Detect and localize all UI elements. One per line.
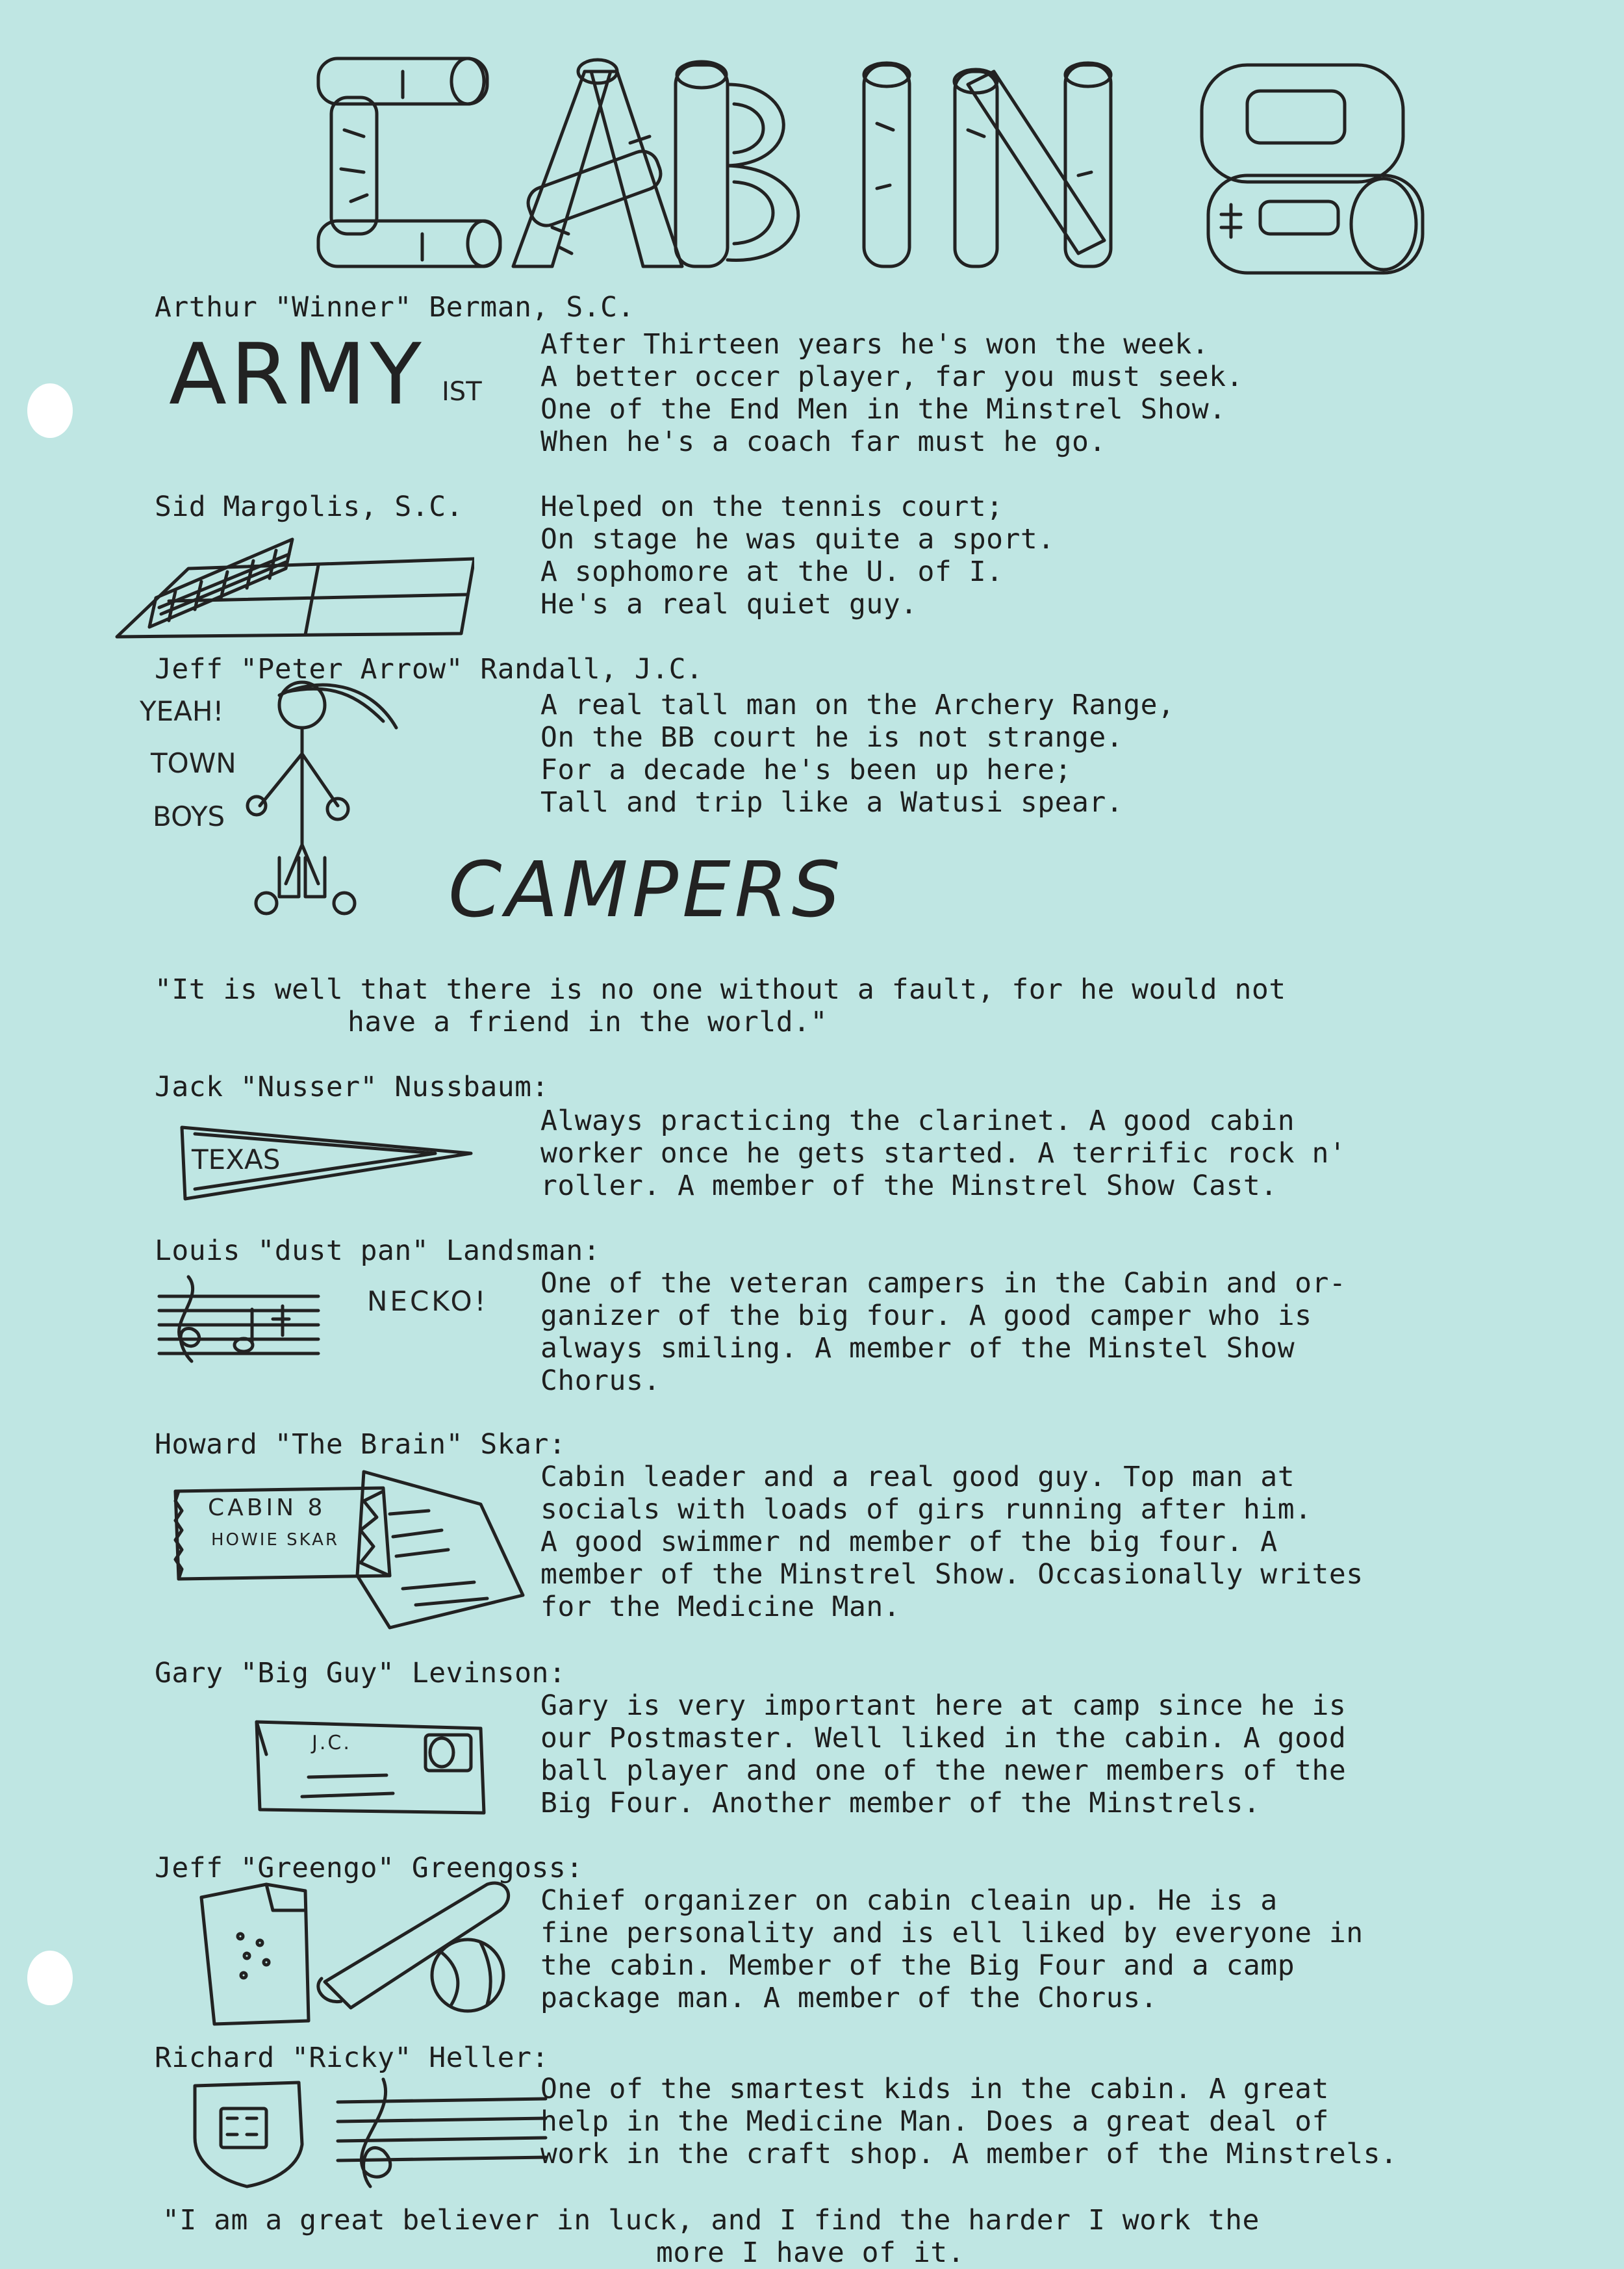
counselor-name: Jeff "Peter Arrow" Randall, J.C. (155, 653, 704, 686)
verse-line: A better occer player, far you must seek. (540, 361, 1243, 393)
bio-line: always smiling. A member of the Minstel Show (540, 1332, 1295, 1365)
bio-line: worker once he gets started. A terrific rock n' (540, 1137, 1347, 1170)
quote-line: more I have of it. (656, 2237, 965, 2269)
bio-line: the cabin. Member of the Big Four and a camp (540, 1949, 1295, 1982)
verse-line: On stage he was quite a sport. (540, 523, 1055, 556)
bio-line: package man. A member of the Chorus. (540, 1982, 1158, 2014)
log-letters-drawing (305, 45, 1436, 286)
bio-line: for the Medicine Man. (540, 1591, 901, 1623)
verse-line: A sophomore at the U. of I. (540, 556, 1004, 588)
counselor-name: Arthur "Winner" Berman, S.C. (155, 291, 635, 324)
verse-line: One of the End Men in the Minstrel Show. (540, 393, 1226, 426)
camper-name: Richard "Ricky" Heller: (155, 2042, 549, 2074)
bio-line: help in the Medicine Man. Does a great deal of (540, 2105, 1329, 2138)
camper-name: Howard "The Brain" Skar: (155, 1428, 566, 1461)
verse-line: On the BB court he is not strange. (540, 721, 1124, 754)
verse-line: Helped on the tennis court; (540, 491, 1004, 523)
bio-line: Big Four. Another member of the Minstrels. (540, 1787, 1261, 1819)
army-sketch-suffix: IST (442, 377, 482, 407)
newspaper-sketch (169, 1465, 539, 1634)
campers-heading: CAMPERS (448, 845, 844, 934)
quote-line: "It is well that there is no one without a fault, for he would not (155, 973, 1286, 1006)
necko-text: NECKO! (367, 1285, 488, 1317)
bio-line: our Postmaster. Well liked in the cabin. A good (540, 1722, 1347, 1754)
counselor-name: Sid Margolis, S.C. (155, 491, 463, 523)
bag-and-bat-sketch (195, 1871, 533, 2027)
music-staff-sketch (156, 1270, 325, 1368)
stick-figure-sketch (240, 676, 461, 923)
bio-line: A good swimmer nd member of the big four. A (540, 1526, 1278, 1558)
verse-line: A real tall man on the Archery Range, (540, 689, 1175, 721)
envelope-sketch (250, 1715, 490, 1819)
verse-line: He's a real quiet guy. (540, 588, 918, 621)
bio-line: member of the Minstrel Show. Occasionally writes (540, 1558, 1364, 1591)
quote-line: have a friend in the world." (348, 1006, 828, 1038)
quote-line: "I am a great believer in luck, and I find the harder I work the (162, 2204, 1260, 2237)
bio-line: Gary is very important here at camp since he is (540, 1689, 1347, 1722)
binder-hole-bottom (27, 1951, 73, 2005)
sketch-word: BOYS (153, 801, 225, 832)
camper-name: Louis "dust pan" Landsman: (155, 1235, 601, 1267)
army-sketch-text: ARMY (169, 325, 425, 424)
bio-line: roller. A member of the Minstrel Show Cast. (540, 1170, 1278, 1202)
bio-line: One of the smartest kids in the cabin. A great (540, 2073, 1329, 2105)
bio-line: Chorus. (540, 1365, 661, 1397)
sketch-word: TOWN (151, 747, 236, 779)
bio-line: Always practicing the clarinet. A good cabin (540, 1105, 1295, 1137)
sketch-word: YEAH! (140, 695, 224, 727)
camper-name: Jack "Nusser" Nussbaum: (155, 1071, 549, 1103)
camper-name: Gary "Big Guy" Levinson: (155, 1657, 566, 1689)
title-logo (305, 45, 1436, 286)
bio-line: socials with loads of girs running after him. (540, 1493, 1312, 1526)
newspaper-title: CABIN 8 (208, 1494, 326, 1521)
shield-and-staff-sketch (188, 2073, 552, 2190)
verse-line: When he's a coach far must he go. (540, 426, 1106, 458)
bio-line: work in the craft shop. A member of the Minstrels. (540, 2138, 1398, 2170)
bio-line: One of the veteran campers in the Cabin and or- (540, 1267, 1347, 1300)
bio-line: Chief organizer on cabin cleain up. He is a (540, 1884, 1278, 1917)
bio-line: Cabin leader and a real good guy. Top man at (540, 1461, 1295, 1493)
pennant-sketch (179, 1118, 477, 1209)
verse-line: For a decade he's been up here; (540, 754, 1072, 786)
camper-name: Jeff "Greengo" Greengoss: (155, 1852, 583, 1884)
tennis-court-sketch (110, 530, 474, 650)
bio-line: ball player and one of the newer members of the (540, 1754, 1347, 1787)
newspaper-byline: HOWIE SKAR (211, 1530, 340, 1550)
verse-line: After Thirteen years he's won the week. (540, 328, 1210, 361)
bio-line: ganizer of the big four. A good camper who is (540, 1300, 1312, 1332)
envelope-text: J.C. (312, 1732, 351, 1754)
binder-hole-top (27, 383, 73, 438)
bio-line: fine personality and is ell liked by everyone in (540, 1917, 1364, 1949)
verse-line: Tall and trip like a Watusi spear. (540, 786, 1124, 819)
pennant-text: TEXAS (192, 1144, 281, 1175)
